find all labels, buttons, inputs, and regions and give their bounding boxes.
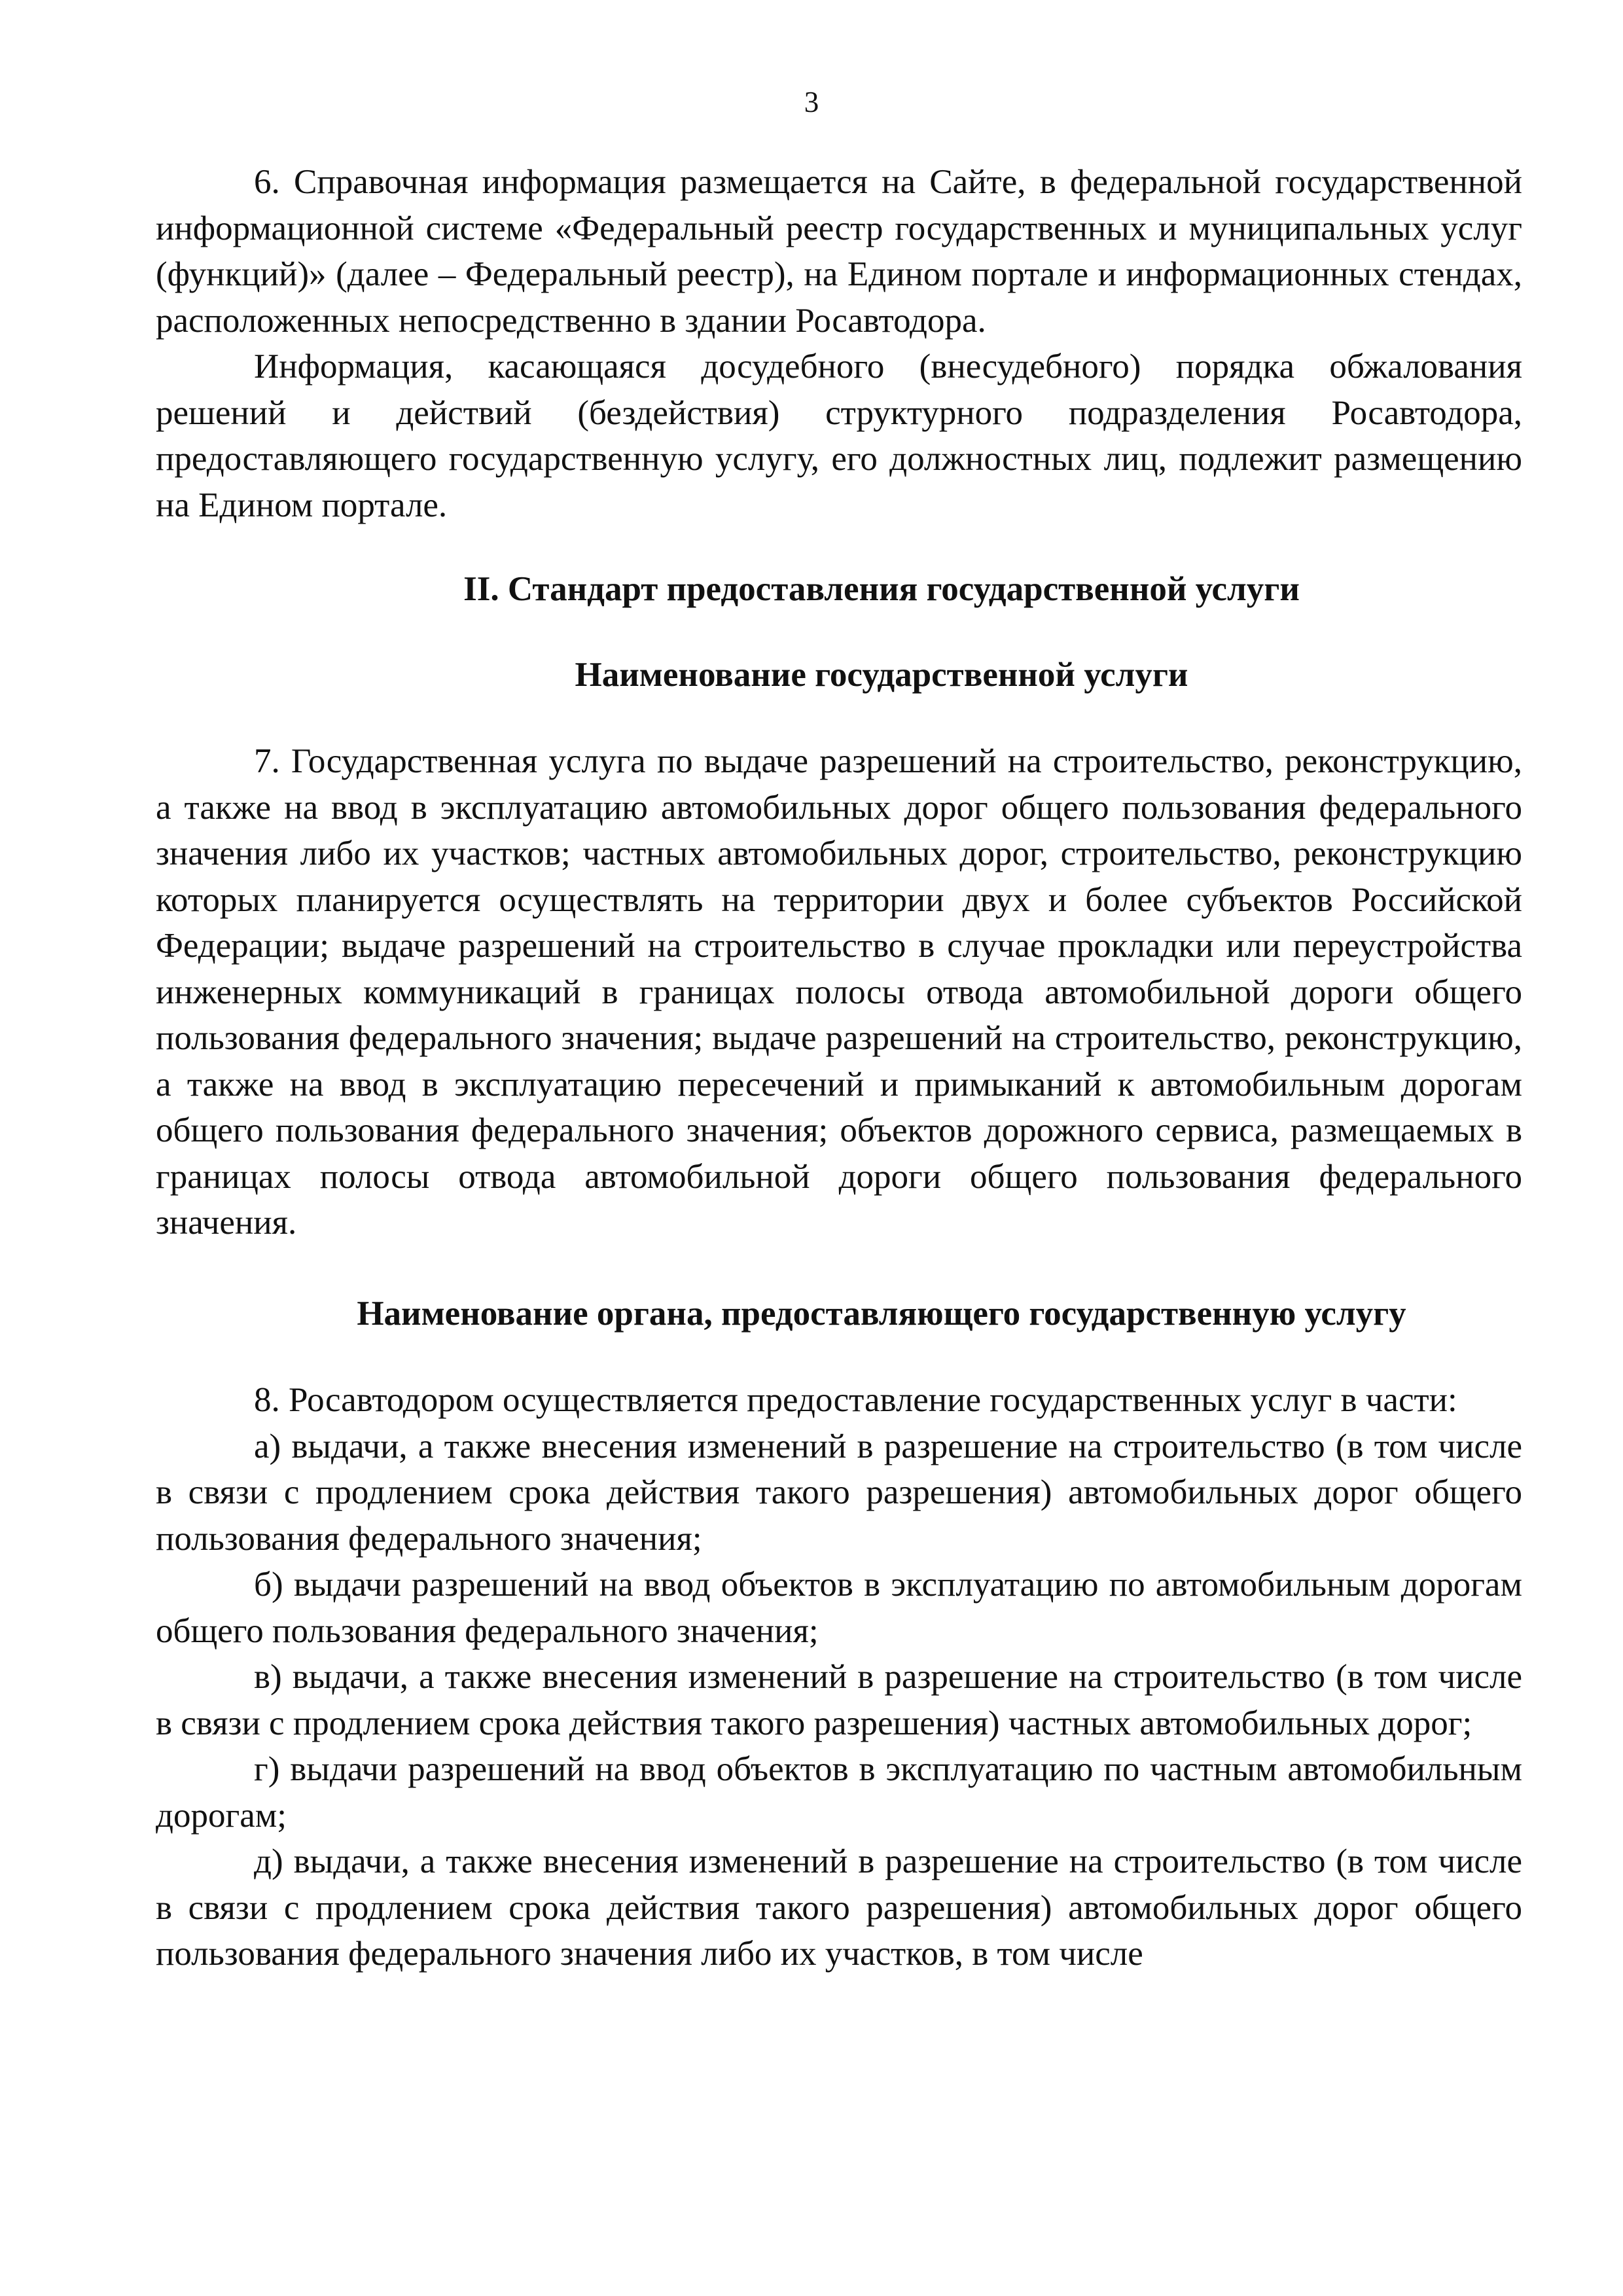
page-number: 3 <box>804 86 819 118</box>
paragraph-8-item-d: д) выдачи, а также внесения изменений в разрешение на строительство (в том числе в связи с продлением срока действия такого разрешения) автомобильных дорог общего пользования федерального значения либо их участков, в том числе <box>156 1842 1522 1973</box>
paragraph-6-appeal-info: Информация, касающаяся досудебного (внесудебного) порядка обжалования решений и действий (бездействия) структурного подразделения Росавтодора, предоставляющего государственную услугу, его должностных лиц, подлежит размещению на Едином портале. <box>156 348 1522 524</box>
paragraph-8-item-v: в) выдачи, а также внесения изменений в разрешение на строительство (в том числе в связи с продлением срока действия такого разрешения) частных автомобильных дорог; <box>156 1658 1522 1742</box>
paragraph-8: 8. Росавтодором осуществляется предоставление государственных услуг в части: <box>254 1381 1457 1419</box>
paragraph-8-item-g: г) выдачи разрешений на ввод объектов в эксплуатацию по частным автомобильным дорогам; <box>156 1750 1522 1835</box>
document-body <box>156 159 1522 1977</box>
paragraph-7: 7. Государственная услуга по выдаче разрешений на строительство, реконструкцию, а также на ввод в эксплуатацию автомобильных дорог общего пользования федерального значения либо их участков; частных автомобильных дорог, строительство, реконструкцию которых планируется осуществлять на территории двух и более субъектов Российской Федерации; выдаче разрешений на строительство в случае прокладки или переустройства инженерных коммуникаций в границах полосы отвода автомобильной дороги общего пользования федерального значения; выдаче разрешений на строительство, реконструкцию, а также на ввод в эксплуатацию пересечений и примыканий к автомобильным дорогам общего пользования федерального значения; объектов дорожного сервиса, размещаемых в границах полосы отвода автомобильной дороги общего пользования федерального значения. <box>156 742 1522 1242</box>
paragraph-6: 6. Справочная информация размещается на Сайте, в федеральной государственной информационной системе «Федеральный реестр государственных и муниципальных услуг (функций)» (далее – Федеральный реестр), на Едином портале и информационных стендах, расположенных непосредственно в здании Росавтодора. <box>156 163 1522 340</box>
subheading-service-name: Наименование государственной услуги <box>575 655 1188 694</box>
paragraph-8-item-a: а) выдачи, а также внесения изменений в разрешение на строительство (в том числе в связи с продлением срока действия такого разрешения) автомобильных дорог общего пользования федерального значения; <box>156 1427 1522 1558</box>
subheading-authority-name: Наименование органа, предоставляющего государственную услугу <box>357 1294 1406 1333</box>
paragraph-8-item-b: б) выдачи разрешений на ввод объектов в эксплуатацию по автомобильным дорогам общего пользования федерального значения; <box>156 1566 1522 1650</box>
section-title: II. Стандарт предоставления государственной услуги <box>463 570 1300 608</box>
